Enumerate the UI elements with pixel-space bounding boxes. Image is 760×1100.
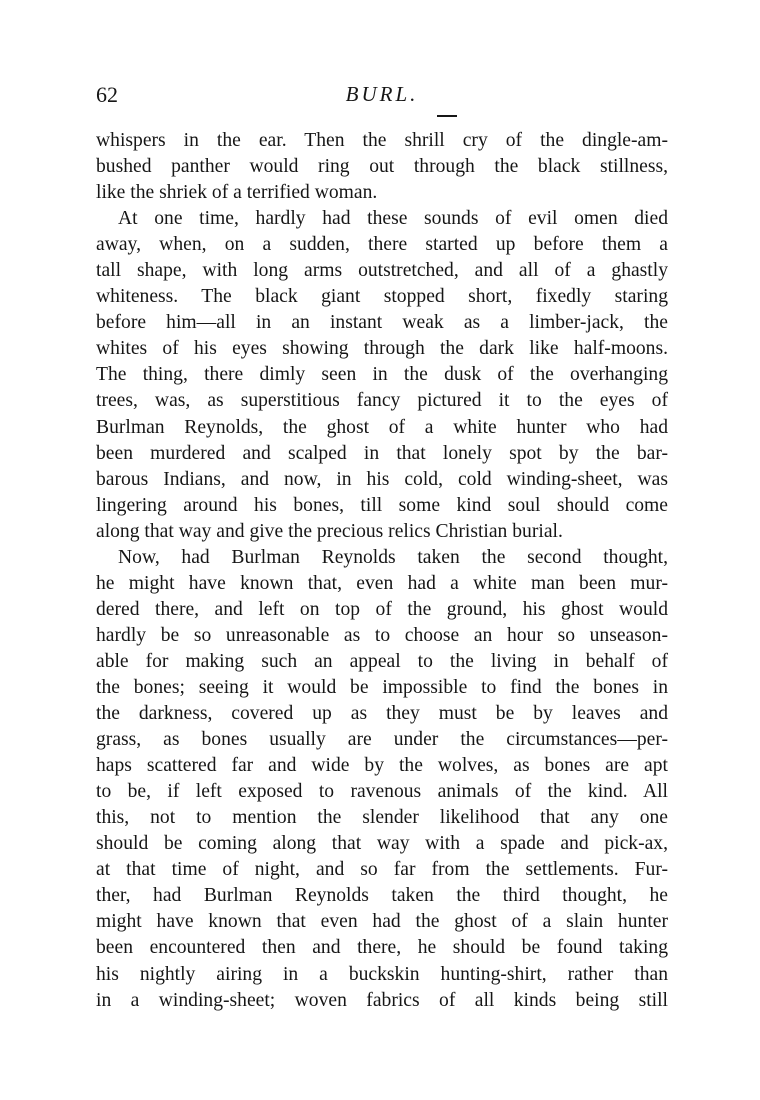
text-line: haps scattered far and wide by the wolves, as bones are apt — [96, 755, 668, 777]
text-line: the darkness, covered up as they must be by leaves and — [96, 703, 668, 725]
page-number: 62 — [96, 82, 118, 107]
text-line: barous Indians, and now, in his cold, cold winding-sheet, was — [96, 468, 668, 490]
text-line: whispers in the ear. Then the shrill cry of the dingle-am- — [96, 130, 668, 151]
text-line: grass, as bones usually are under the circumstances—per- — [96, 729, 668, 751]
text-line: trees, was, as superstitious fancy pictured it to the eyes of — [96, 390, 668, 412]
text-line: the bones; seeing it would be impossible to find the bones in — [96, 676, 668, 698]
text-line: his nightly airing in a buckskin hunting-shirt, rather than — [96, 963, 668, 985]
text-line: dered there, and left on top of the ground, his ghost would — [96, 598, 668, 620]
text-line: whiteness. The black giant stopped short, fixedly staring — [96, 286, 668, 308]
text-line: Burlman Reynolds, the ghost of a white hunter who had — [96, 416, 668, 438]
text-line: The thing, there dimly seen in the dusk of the overhanging — [96, 364, 668, 386]
text-line: hardly be so unreasonable as to choose an hour so unseason- — [96, 624, 668, 646]
text-line: in a winding-sheet; woven fabrics of all kinds being still — [96, 989, 668, 1011]
page-header — [96, 82, 668, 118]
text-line: this, not to mention the slender likelihood that any one — [96, 807, 668, 829]
text-line: ther, had Burlman Reynolds taken the third thought, he — [96, 885, 668, 907]
text-line: At one time, hardly had these sounds of evil omen died — [118, 208, 668, 230]
text-line: at that time of night, and so far from the settlements. Fur- — [96, 859, 668, 881]
text-line: whites of his eyes showing through the dark like half-moons. — [96, 338, 668, 360]
text-line: like the shriek of a terrified woman. — [96, 182, 378, 204]
text-line: been encountered then and there, he should be found taking — [96, 937, 668, 959]
text-line: Now, had Burlman Reynolds taken the second thought, — [118, 546, 668, 568]
text-line: away, when, on a sudden, there started up before them a — [96, 234, 668, 256]
text-line: he might have known that, even had a white man been mur- — [96, 572, 668, 594]
title-rule — [437, 115, 457, 117]
text-line: before him—all in an instant weak as a limber-jack, the — [96, 312, 668, 334]
text-line: should be coming along that way with a spade and pick-ax, — [96, 833, 668, 855]
text-line: might have known that even had the ghost of a slain hunter — [96, 911, 668, 933]
running-title: BURL. — [345, 82, 419, 106]
text-line: along that way and give the precious relics Christian burial. — [96, 520, 563, 542]
text-line: been murdered and scalped in that lonely spot by the bar- — [96, 442, 668, 464]
text-line: to be, if left exposed to ravenous animals of the kind. All — [96, 781, 668, 803]
text-line: bushed panther would ring out through the black stillness, — [96, 156, 668, 178]
body-text — [96, 128, 668, 1014]
text-line: able for making such an appeal to the living in behalf of — [96, 650, 668, 672]
text-line: tall shape, with long arms outstretched, and all of a ghastly — [96, 260, 668, 282]
text-line: lingering around his bones, till some kind soul should come — [96, 494, 668, 516]
